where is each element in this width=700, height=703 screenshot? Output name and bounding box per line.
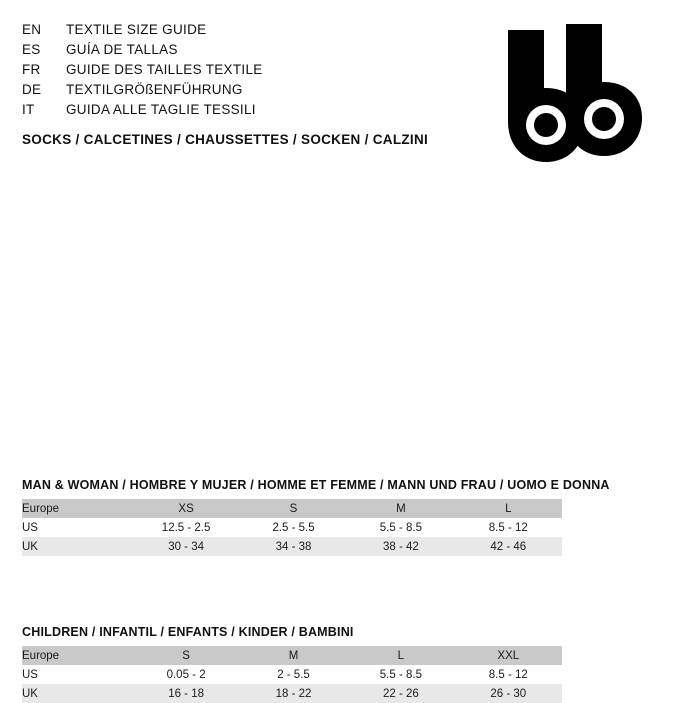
- language-row: [22, 40, 442, 60]
- language-title: TEXTILE SIZE GUIDE: [66, 22, 207, 37]
- cell: 5.5 - 8.5: [347, 665, 454, 684]
- table-row: [22, 518, 562, 537]
- cell: 42 - 46: [455, 537, 562, 556]
- cell: 5.5 - 8.5: [347, 518, 454, 537]
- language-code: ES: [22, 42, 41, 57]
- language-title: GUIDE DES TAILLES TEXTILE: [66, 62, 263, 77]
- cell: XS: [132, 499, 239, 518]
- table-row: [22, 499, 562, 518]
- cell: 18 - 22: [240, 684, 347, 703]
- row-label: US: [22, 518, 132, 537]
- table-row: [22, 665, 562, 684]
- language-list: [22, 20, 442, 120]
- cell: 2 - 5.5: [240, 665, 347, 684]
- cell: 34 - 38: [240, 537, 347, 556]
- cell: L: [347, 646, 454, 665]
- language-code: IT: [22, 102, 35, 117]
- cell: M: [240, 646, 347, 665]
- row-label: UK: [22, 684, 132, 703]
- section-title: MAN & WOMAN / HOMBRE Y MUJER / HOMME ET FEMME / MANN UND FRAU / UOMO E DONNA: [22, 478, 610, 492]
- table: [22, 499, 562, 556]
- size-table-children: [22, 625, 562, 703]
- cell: M: [347, 499, 454, 518]
- row-label: US: [22, 665, 132, 684]
- section-title: CHILDREN / INFANTIL / ENFANTS / KINDER / BAMBINI: [22, 625, 354, 639]
- cell: 0.05 - 2: [132, 665, 239, 684]
- cell: S: [132, 646, 239, 665]
- language-row: [22, 100, 442, 120]
- cell: XXL: [455, 646, 562, 665]
- cell: 30 - 34: [132, 537, 239, 556]
- cell: 38 - 42: [347, 537, 454, 556]
- language-code: FR: [22, 62, 41, 77]
- language-title: GUÍA DE TALLAS: [66, 42, 178, 57]
- cell: 26 - 30: [455, 684, 562, 703]
- size-table-man-woman: [22, 478, 610, 556]
- table-row: [22, 537, 562, 556]
- table-row: [22, 684, 562, 703]
- language-row: [22, 60, 442, 80]
- table: [22, 646, 562, 703]
- cell: S: [240, 499, 347, 518]
- cell: L: [455, 499, 562, 518]
- language-row: [22, 80, 442, 100]
- cell: 22 - 26: [347, 684, 454, 703]
- language-title: GUIDA ALLE TAGLIE TESSILI: [66, 102, 256, 117]
- language-row: [22, 20, 442, 40]
- socks-illustration: [470, 24, 660, 204]
- cell: 12.5 - 2.5: [132, 518, 239, 537]
- row-label: Europe: [22, 499, 132, 518]
- language-code: DE: [22, 82, 42, 97]
- row-label: UK: [22, 537, 132, 556]
- cell: 8.5 - 12: [455, 665, 562, 684]
- product-category-line: SOCKS / CALCETINES / CHAUSSETTES / SOCKEN / CALZINI: [22, 132, 429, 147]
- row-label: Europe: [22, 646, 132, 665]
- language-title: TEXTILGRÖßENFÜHRUNG: [66, 82, 243, 97]
- language-code: EN: [22, 22, 42, 37]
- cell: 16 - 18: [132, 684, 239, 703]
- table-row: [22, 646, 562, 665]
- cell: 2.5 - 5.5: [240, 518, 347, 537]
- cell: 8.5 - 12: [455, 518, 562, 537]
